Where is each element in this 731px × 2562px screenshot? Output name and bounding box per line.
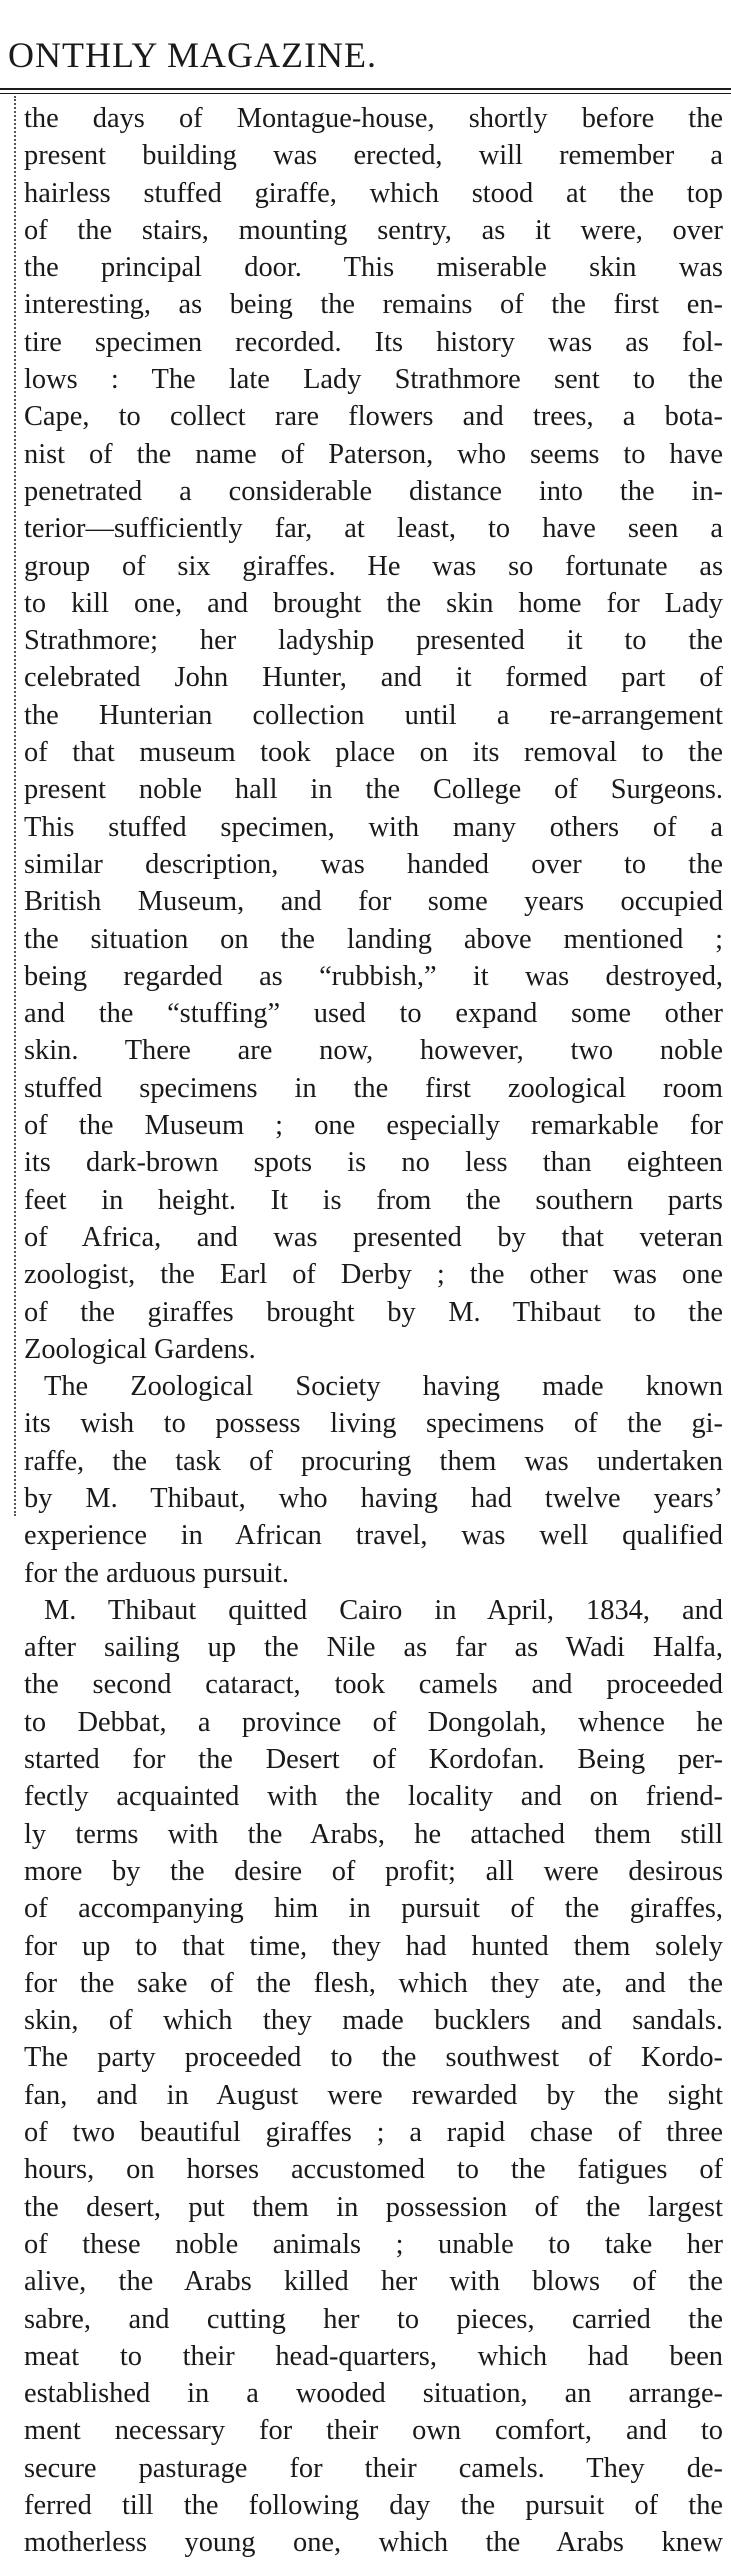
- text-line: nist of the name of Paterson, who seems to have: [24, 438, 723, 470]
- text-line: penetrated a considerable distance into the in-: [24, 475, 723, 507]
- text-line: stuffed specimens in the first zoological room: [24, 1072, 723, 1104]
- text-line: being regarded as “rubbish,” it was destroyed,: [24, 960, 723, 992]
- text-line: the second cataract, took camels and proceeded: [24, 1669, 723, 1701]
- text-line: more by the desire of profit; all were desirous: [24, 1855, 723, 1887]
- text-line: meat to their head-quarters, which had been: [24, 2340, 723, 2372]
- text-line: ment necessary for their own comfort, and to: [24, 2415, 723, 2447]
- text-line: the desert, put them in possession of the largest: [24, 2191, 723, 2223]
- text-line: skin. There are now, however, two noble: [24, 1035, 723, 1067]
- text-line: of the giraffes brought by M. Thibaut to the: [24, 1296, 723, 1328]
- text-line: of two beautiful giraffes ; a rapid chase of three: [24, 2117, 723, 2149]
- text-line: of these noble animals ; unable to take her: [24, 2228, 723, 2260]
- text-line: after sailing up the Nile as far as Wadi Halfa,: [24, 1632, 723, 1664]
- text-line: established in a wooded situation, an arrange-: [24, 2378, 723, 2410]
- text-line: for the sake of the flesh, which they ate, and the: [24, 1967, 723, 1999]
- text-line: ly terms with the Arabs, he attached them still: [24, 1818, 723, 1850]
- article-column: [24, 100, 723, 2562]
- text-line: hours, on horses accustomed to the fatigues of: [24, 2154, 723, 2186]
- text-line: the days of Montague-house, shortly before the: [24, 103, 723, 134]
- text-line: British Museum, and for some years occupied: [24, 886, 723, 918]
- text-line: Cape, to collect rare flowers and trees, a bota-: [24, 401, 723, 433]
- text-line: M. Thibaut quitted Cairo in April, 1834, and: [44, 1594, 723, 1626]
- text-line: skin, of which they made bucklers and sandals.: [24, 2005, 723, 2037]
- article-paragraph: [24, 1592, 723, 2562]
- text-line: lows : The late Lady Strathmore sent to the: [24, 364, 723, 396]
- text-line: fan, and in August were rewarded by the sight: [24, 2079, 723, 2111]
- text-line: interesting, as being the remains of the first en-: [24, 289, 723, 321]
- text-line: terior—sufficiently far, at least, to have seen a: [24, 513, 723, 545]
- header-rule-thin: [0, 93, 731, 94]
- text-line: the Hunterian collection until a re-arrangement: [24, 699, 723, 731]
- text-line: celebrated John Hunter, and it formed part of: [24, 662, 723, 694]
- text-line: its dark-brown spots is no less than eighteen: [24, 1147, 723, 1179]
- text-line: present noble hall in the College of Surgeons.: [24, 774, 723, 806]
- text-line: The Zoological Society having made known: [44, 1371, 723, 1403]
- text-line: of that museum took place on its removal to the: [24, 737, 723, 769]
- text-line: and the “stuffing” used to expand some other: [24, 998, 723, 1030]
- text-line: present building was erected, will remember a: [24, 140, 723, 172]
- article-paragraph: [24, 100, 723, 1368]
- text-line: of Africa, and was presented by that veteran: [24, 1221, 723, 1253]
- text-line: zoologist, the Earl of Derby ; the other was one: [24, 1259, 723, 1291]
- article-paragraph: [24, 1368, 723, 1592]
- text-line: tire specimen recorded. Its history was as fol-: [24, 326, 723, 358]
- text-line: secure pasturage for their camels. They de-: [24, 2452, 723, 2484]
- text-line: to Debbat, a province of Dongolah, whence he: [24, 1706, 723, 1738]
- text-line: started for the Desert of Kordofan. Being per-: [24, 1744, 723, 1776]
- column-margin-rule: [14, 96, 16, 1516]
- text-line: Strathmore; her ladyship presented it to the: [24, 625, 723, 657]
- text-line: similar description, was handed over to the: [24, 848, 723, 880]
- text-line: motherless young one, which the Arabs knew: [24, 2527, 723, 2559]
- text-line: by M. Thibaut, who having had twelve years’: [24, 1482, 723, 1514]
- text-line: of accompanying him in pursuit of the giraffes,: [24, 1893, 723, 1925]
- text-line: This stuffed specimen, with many others of a: [24, 811, 723, 843]
- text-line: of the Museum ; one especially remarkable for: [24, 1110, 723, 1142]
- text-line: experience in African travel, was well qualified: [24, 1520, 723, 1552]
- text-line: The party proceeded to the southwest of Kordo-: [24, 2042, 723, 2074]
- running-head-title: ONTHLY MAGAZINE.: [8, 35, 378, 75]
- text-line: its wish to possess living specimens of the gi-: [24, 1408, 723, 1440]
- text-line: alive, the Arabs killed her with blows of the: [24, 2266, 723, 2298]
- text-line: to kill one, and brought the skin home for Lady: [24, 587, 723, 619]
- text-line: feet in height. It is from the southern parts: [24, 1184, 723, 1216]
- text-line: fectly acquainted with the locality and on friend-: [24, 1781, 723, 1813]
- text-line: raffe, the task of procuring them was undertaken: [24, 1445, 723, 1477]
- text-line: sabre, and cutting her to pieces, carried the: [24, 2303, 723, 2335]
- text-line: the situation on the landing above mentioned ;: [24, 923, 723, 955]
- text-line: hairless stuffed giraffe, which stood at the top: [24, 177, 723, 209]
- text-line: ferred till the following day the pursuit of the: [24, 2490, 723, 2521]
- text-line: the principal door. This miserable skin was: [24, 252, 723, 284]
- text-line: group of six giraffes. He was so fortunate as: [24, 550, 723, 582]
- text-line: for the arduous pursuit.: [24, 1557, 289, 1589]
- text-line: of the stairs, mounting sentry, as it were, over: [24, 214, 723, 246]
- text-line: for up to that time, they had hunted them solely: [24, 1930, 723, 1962]
- header-rule-thick: [0, 88, 731, 90]
- text-line: Zoological Gardens.: [24, 1333, 256, 1365]
